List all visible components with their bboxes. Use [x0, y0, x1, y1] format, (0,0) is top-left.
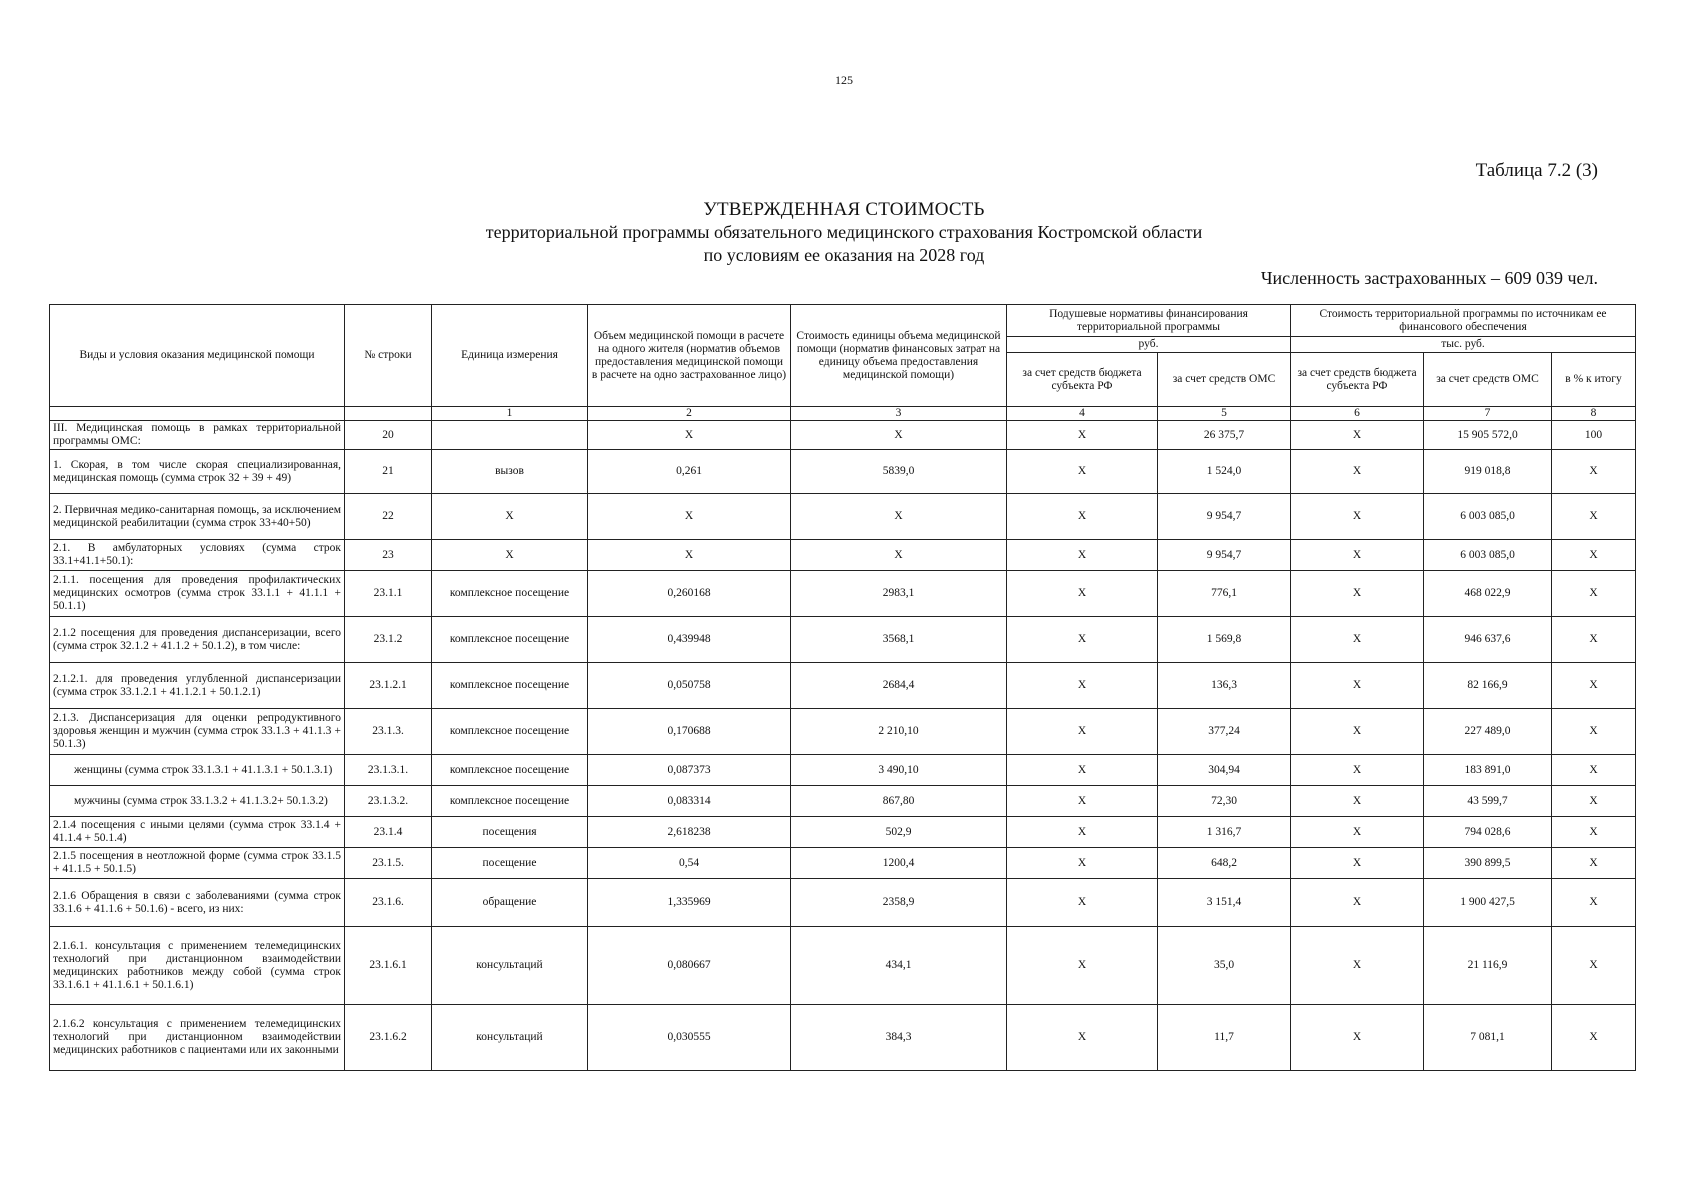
header-number [50, 407, 345, 421]
table-row [50, 450, 1636, 494]
document-title: УТВЕРЖДЕННАЯ СТОИМОСТЬ [703, 199, 985, 220]
row-norm-oms: 1 524,0 [1158, 450, 1291, 494]
row-cost-budget: X [1291, 879, 1424, 927]
row-name: 2.1.2 посещения для проведения диспансеризации, всего (сумма строк 32.1.2 + 41.1.2 + 50.1.2), в том числе: [50, 617, 345, 663]
row-cost-oms: 946 637,6 [1424, 617, 1552, 663]
row-unit: обращение [432, 879, 588, 927]
row-cost-budget: X [1291, 494, 1424, 540]
row-cost-oms: 1 900 427,5 [1424, 879, 1552, 927]
table-row [50, 817, 1636, 848]
row-norm-budget: X [1007, 817, 1158, 848]
row-number: 23.1.3.1. [345, 755, 432, 786]
row-name: женщины (сумма строк 33.1.3.1 + 41.1.3.1 + 50.1.3.1) [50, 755, 345, 786]
row-percent: X [1552, 494, 1636, 540]
row-percent: X [1552, 1005, 1636, 1071]
row-percent: X [1552, 617, 1636, 663]
cost-table [49, 304, 1636, 1071]
row-norm-oms: 1 569,8 [1158, 617, 1291, 663]
header-number: 3 [791, 407, 1007, 421]
row-percent: X [1552, 817, 1636, 848]
header-row-no: № строки [345, 305, 432, 407]
row-cost-budget: X [1291, 817, 1424, 848]
row-cost-budget: X [1291, 571, 1424, 617]
header-sub-budget-2: за счет средств бюджета субъекта РФ [1291, 353, 1424, 407]
row-norm-oms: 11,7 [1158, 1005, 1291, 1071]
row-unit-cost: 2 210,10 [791, 709, 1007, 755]
row-percent: X [1552, 755, 1636, 786]
table-row [50, 421, 1636, 450]
row-unit: посещения [432, 817, 588, 848]
row-number: 23.1.3. [345, 709, 432, 755]
row-percent: X [1552, 709, 1636, 755]
table-row [50, 709, 1636, 755]
row-volume: X [588, 494, 791, 540]
row-cost-oms: 15 905 572,0 [1424, 421, 1552, 450]
row-norm-oms: 26 375,7 [1158, 421, 1291, 450]
table-row [50, 755, 1636, 786]
row-norm-budget: X [1007, 1005, 1158, 1071]
row-number: 23.1.3.2. [345, 786, 432, 817]
row-norm-budget: X [1007, 571, 1158, 617]
table-row [50, 663, 1636, 709]
header-sub-percent: в % к итогу [1552, 353, 1636, 407]
header-number: 6 [1291, 407, 1424, 421]
row-unit-cost: X [791, 540, 1007, 571]
row-cost-oms: 6 003 085,0 [1424, 494, 1552, 540]
row-unit: вызов [432, 450, 588, 494]
row-unit-cost: 2983,1 [791, 571, 1007, 617]
row-volume: 0,170688 [588, 709, 791, 755]
row-name: 1. Скорая, в том числе скорая специализированная, медицинская помощь (сумма строк 32 + 39 + 49) [50, 450, 345, 494]
row-unit-cost: 384,3 [791, 1005, 1007, 1071]
header-number: 5 [1158, 407, 1291, 421]
row-number: 22 [345, 494, 432, 540]
table-row [50, 848, 1636, 879]
row-norm-budget: X [1007, 450, 1158, 494]
header-sub-oms-2: за счет средств ОМС [1424, 353, 1552, 407]
row-unit-cost: 867,80 [791, 786, 1007, 817]
row-norm-budget: X [1007, 848, 1158, 879]
row-unit [432, 421, 588, 450]
row-percent: X [1552, 450, 1636, 494]
header-number [345, 407, 432, 421]
row-percent: X [1552, 540, 1636, 571]
row-norm-budget: X [1007, 879, 1158, 927]
row-number: 23.1.6. [345, 879, 432, 927]
row-unit-cost: X [791, 421, 1007, 450]
row-cost-oms: 43 599,7 [1424, 786, 1552, 817]
row-unit: X [432, 494, 588, 540]
header-volume: Объем медицинской помощи в расчете на одного жителя (норматив объемов предоставления медицинской помощи в расчете на одно застрахованное лицо) [588, 305, 791, 407]
row-volume: 0,083314 [588, 786, 791, 817]
table-row [50, 786, 1636, 817]
row-volume: 0,54 [588, 848, 791, 879]
row-number: 23.1.5. [345, 848, 432, 879]
row-norm-oms: 1 316,7 [1158, 817, 1291, 848]
row-cost-budget: X [1291, 421, 1424, 450]
row-name: 2.1. В амбулаторных условиях (сумма строк 33.1+41.1+50.1): [50, 540, 345, 571]
row-number: 20 [345, 421, 432, 450]
row-norm-budget: X [1007, 540, 1158, 571]
row-cost-oms: 6 003 085,0 [1424, 540, 1552, 571]
row-percent: X [1552, 663, 1636, 709]
row-cost-budget: X [1291, 450, 1424, 494]
table-row [50, 494, 1636, 540]
row-cost-budget: X [1291, 786, 1424, 817]
row-number: 21 [345, 450, 432, 494]
row-name: 2.1.1. посещения для проведения профилактических медицинских осмотров (сумма строк 33.1.1 + 41.1.1 + 50.1.1) [50, 571, 345, 617]
row-volume: 0,080667 [588, 927, 791, 1005]
header-types: Виды и условия оказания медицинской помощи [50, 305, 345, 407]
row-cost-oms: 227 489,0 [1424, 709, 1552, 755]
row-number: 23.1.2 [345, 617, 432, 663]
row-unit-cost: 2684,4 [791, 663, 1007, 709]
header-number: 2 [588, 407, 791, 421]
row-cost-budget: X [1291, 540, 1424, 571]
table-row [50, 927, 1636, 1005]
table-id: Таблица 7.2 (3) [1475, 160, 1598, 181]
row-number: 23.1.4 [345, 817, 432, 848]
document-subtitle-2: по условиям ее оказания на 2028 год [703, 245, 985, 265]
row-unit: комплексное посещение [432, 709, 588, 755]
row-unit: комплексное посещение [432, 755, 588, 786]
row-number: 23.1.2.1 [345, 663, 432, 709]
row-number: 23.1.1 [345, 571, 432, 617]
document-subtitle-1: территориальной программы обязательного медицинского страхования Костромской области [485, 222, 1203, 242]
row-norm-budget: X [1007, 617, 1158, 663]
row-name: 2. Первичная медико-санитарная помощь, за исключением медицинской реабилитации (сумма строк 33+40+50) [50, 494, 345, 540]
row-cost-oms: 390 899,5 [1424, 848, 1552, 879]
header-number: 4 [1007, 407, 1158, 421]
row-norm-oms: 35,0 [1158, 927, 1291, 1005]
row-cost-budget: X [1291, 663, 1424, 709]
row-norm-oms: 304,94 [1158, 755, 1291, 786]
row-unit: комплексное посещение [432, 786, 588, 817]
row-norm-oms: 72,30 [1158, 786, 1291, 817]
row-cost-oms: 82 166,9 [1424, 663, 1552, 709]
row-unit-cost: 3 490,10 [791, 755, 1007, 786]
row-name: 2.1.5 посещения в неотложной форме (сумма строк 33.1.5 + 41.1.5 + 50.1.5) [50, 848, 345, 879]
header-norms-unit: руб. [1007, 337, 1291, 353]
row-unit-cost: 434,1 [791, 927, 1007, 1005]
row-norm-budget: X [1007, 709, 1158, 755]
table-row [50, 879, 1636, 927]
row-volume: 0,261 [588, 450, 791, 494]
row-volume: 2,618238 [588, 817, 791, 848]
row-cost-budget: X [1291, 1005, 1424, 1071]
row-percent: X [1552, 571, 1636, 617]
row-cost-oms: 183 891,0 [1424, 755, 1552, 786]
row-cost-oms: 468 022,9 [1424, 571, 1552, 617]
table-row [50, 1005, 1636, 1071]
row-number: 23 [345, 540, 432, 571]
header-unit-cost: Стоимость единицы объема медицинской помощи (норматив финансовых затрат на единицу объема предоставления медицинской помощи) [791, 305, 1007, 407]
row-volume: X [588, 421, 791, 450]
row-unit: комплексное посещение [432, 571, 588, 617]
row-volume: 1,335969 [588, 879, 791, 927]
row-number: 23.1.6.1 [345, 927, 432, 1005]
row-unit-cost: 502,9 [791, 817, 1007, 848]
table-body [50, 421, 1636, 1071]
header-sub-budget: за счет средств бюджета субъекта РФ [1007, 353, 1158, 407]
row-name: 2.1.4 посещения с иными целями (сумма строк 33.1.4 + 41.1.4 + 50.1.4) [50, 817, 345, 848]
row-cost-budget: X [1291, 755, 1424, 786]
row-unit-cost: 5839,0 [791, 450, 1007, 494]
row-norm-budget: X [1007, 927, 1158, 1005]
row-norm-oms: 377,24 [1158, 709, 1291, 755]
row-norm-oms: 9 954,7 [1158, 494, 1291, 540]
row-unit: X [432, 540, 588, 571]
row-unit-cost: 2358,9 [791, 879, 1007, 927]
row-name: III. Медицинская помощь в рамках территориальной программы ОМС: [50, 421, 345, 450]
row-norm-oms: 648,2 [1158, 848, 1291, 879]
title-block [0, 198, 1688, 267]
row-norm-budget: X [1007, 494, 1158, 540]
row-norm-budget: X [1007, 421, 1158, 450]
table-row [50, 571, 1636, 617]
header-number: 8 [1552, 407, 1636, 421]
row-volume: 0,030555 [588, 1005, 791, 1071]
row-unit: комплексное посещение [432, 663, 588, 709]
row-volume: X [588, 540, 791, 571]
row-unit: консультаций [432, 927, 588, 1005]
row-norm-oms: 9 954,7 [1158, 540, 1291, 571]
row-percent: X [1552, 786, 1636, 817]
page-number: 125 [835, 73, 853, 87]
table-row [50, 540, 1636, 571]
row-name: мужчины (сумма строк 33.1.3.2 + 41.1.3.2+ 50.1.3.2) [50, 786, 345, 817]
row-norm-oms: 3 151,4 [1158, 879, 1291, 927]
row-volume: 0,260168 [588, 571, 791, 617]
row-cost-oms: 21 116,9 [1424, 927, 1552, 1005]
header-group-norms: Подушевые нормативы финансирования территориальной программы [1007, 305, 1291, 337]
insured-count: Численность застрахованных – 609 039 чел. [1260, 268, 1598, 288]
header-number: 1 [432, 407, 588, 421]
row-percent: 100 [1552, 421, 1636, 450]
row-name: 2.1.3. Диспансеризация для оценки репродуктивного здоровья женщин и мужчин (сумма строк 33.1.3 + 41.1.3 + 50.1.3) [50, 709, 345, 755]
row-number: 23.1.6.2 [345, 1005, 432, 1071]
row-unit: консультаций [432, 1005, 588, 1071]
row-cost-budget: X [1291, 927, 1424, 1005]
header-unit: Единица измерения [432, 305, 588, 407]
row-unit: посещение [432, 848, 588, 879]
row-name: 2.1.2.1. для проведения углубленной диспансеризации (сумма строк 33.1.2.1 + 41.1.2.1 + 50.1.2.1) [50, 663, 345, 709]
row-volume: 0,439948 [588, 617, 791, 663]
row-norm-budget: X [1007, 786, 1158, 817]
row-cost-budget: X [1291, 848, 1424, 879]
header-sub-oms: за счет средств ОМС [1158, 353, 1291, 407]
row-cost-oms: 794 028,6 [1424, 817, 1552, 848]
row-cost-oms: 7 081,1 [1424, 1005, 1552, 1071]
row-name: 2.1.6 Обращения в связи с заболеваниями (сумма строк 33.1.6 + 41.1.6 + 50.1.6) - всего, из них: [50, 879, 345, 927]
row-name: 2.1.6.1. консультация с применением телемедицинских технологий при дистанционном взаимодействии медицинских работников между собой (сумма строк 33.1.6.1 + 41.1.6.1 + 50.1.6.1) [50, 927, 345, 1005]
row-unit-cost: 1200,4 [791, 848, 1007, 879]
row-cost-budget: X [1291, 617, 1424, 663]
row-unit-cost: 3568,1 [791, 617, 1007, 663]
row-volume: 0,050758 [588, 663, 791, 709]
row-percent: X [1552, 927, 1636, 1005]
row-percent: X [1552, 879, 1636, 927]
header-group-cost: Стоимость территориальной программы по источникам ее финансового обеспечения [1291, 305, 1636, 337]
header-number: 7 [1424, 407, 1552, 421]
row-cost-oms: 919 018,8 [1424, 450, 1552, 494]
row-name: 2.1.6.2 консультация с применением телемедицинских технологий при дистанционном взаимодействии медицинских работников с пациентами или их законными [50, 1005, 345, 1071]
row-norm-oms: 776,1 [1158, 571, 1291, 617]
row-volume: 0,087373 [588, 755, 791, 786]
row-percent: X [1552, 848, 1636, 879]
table-row [50, 617, 1636, 663]
row-norm-oms: 136,3 [1158, 663, 1291, 709]
row-norm-budget: X [1007, 755, 1158, 786]
row-unit-cost: X [791, 494, 1007, 540]
header-cost-unit: тыс. руб. [1291, 337, 1636, 353]
row-unit: комплексное посещение [432, 617, 588, 663]
row-cost-budget: X [1291, 709, 1424, 755]
row-norm-budget: X [1007, 663, 1158, 709]
